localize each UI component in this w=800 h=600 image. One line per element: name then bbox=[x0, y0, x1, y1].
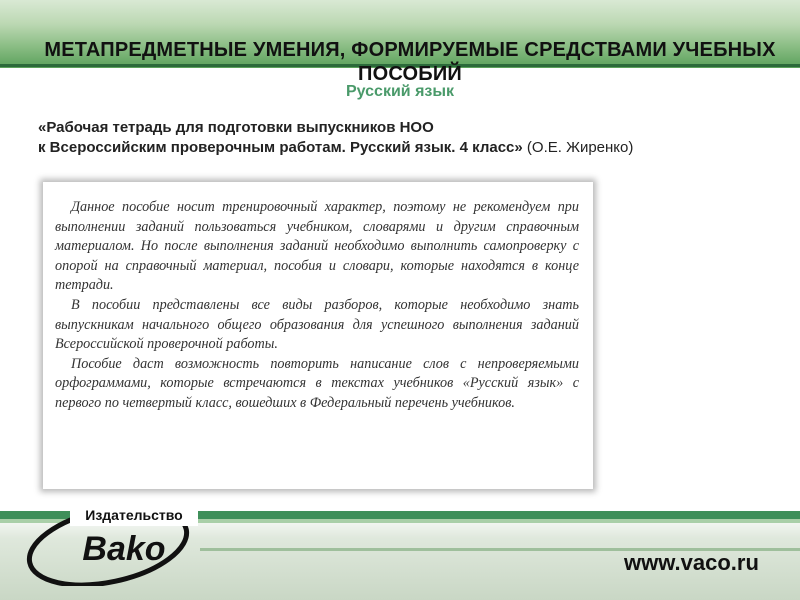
logo-caption: Издательство bbox=[85, 507, 183, 523]
description-paragraph: Пособие даст возможность повторить написание слов с непроверяемыми орфограммами, которые встречаются в текстах учебников «Русский язык» с первого по четвертый класс, вошедших в Федеральный перечень учебников. bbox=[55, 355, 579, 411]
logo-brand: Bako bbox=[82, 530, 166, 568]
publisher-logo bbox=[22, 494, 200, 586]
book-author: (О.Е. Жиренко) bbox=[522, 139, 634, 156]
book-title-line-2 bbox=[38, 139, 633, 156]
description-card bbox=[43, 182, 593, 489]
website-url[interactable]: www.vaco.ru bbox=[624, 550, 759, 575]
book-title-rest: к Всероссийским проверочным работам. Русский язык. 4 класс» bbox=[38, 139, 523, 156]
description-paragraph: Данное пособие носит тренировочный характер, поэтому не рекомендуем при выполнении заданий пользоваться учебником, словарями и другим справочным материалом. Но после выполнения заданий необходимо выполнить самопроверку с опорой на справочный материал, пособия и словари, которые находятся в конце тетради. bbox=[55, 199, 579, 294]
page-title: МЕТАПРЕДМЕТНЫЕ УМЕНИЯ, ФОРМИРУЕМЫЕ СРЕДСТВАМИ УЧЕБНЫХ ПОСОБИЙ bbox=[44, 39, 776, 85]
description-paragraph: В пособии представлены все виды разборов, которые необходимо знать выпускникам начального общего образования для успешного выполнения заданий Всероссийской проверочной работы. bbox=[55, 296, 579, 353]
description-text bbox=[55, 198, 579, 414]
subject-subtitle: Русский язык bbox=[345, 83, 455, 100]
book-title-line-1: «Рабочая тетрадь для подготовки выпускников НОО bbox=[38, 119, 434, 136]
